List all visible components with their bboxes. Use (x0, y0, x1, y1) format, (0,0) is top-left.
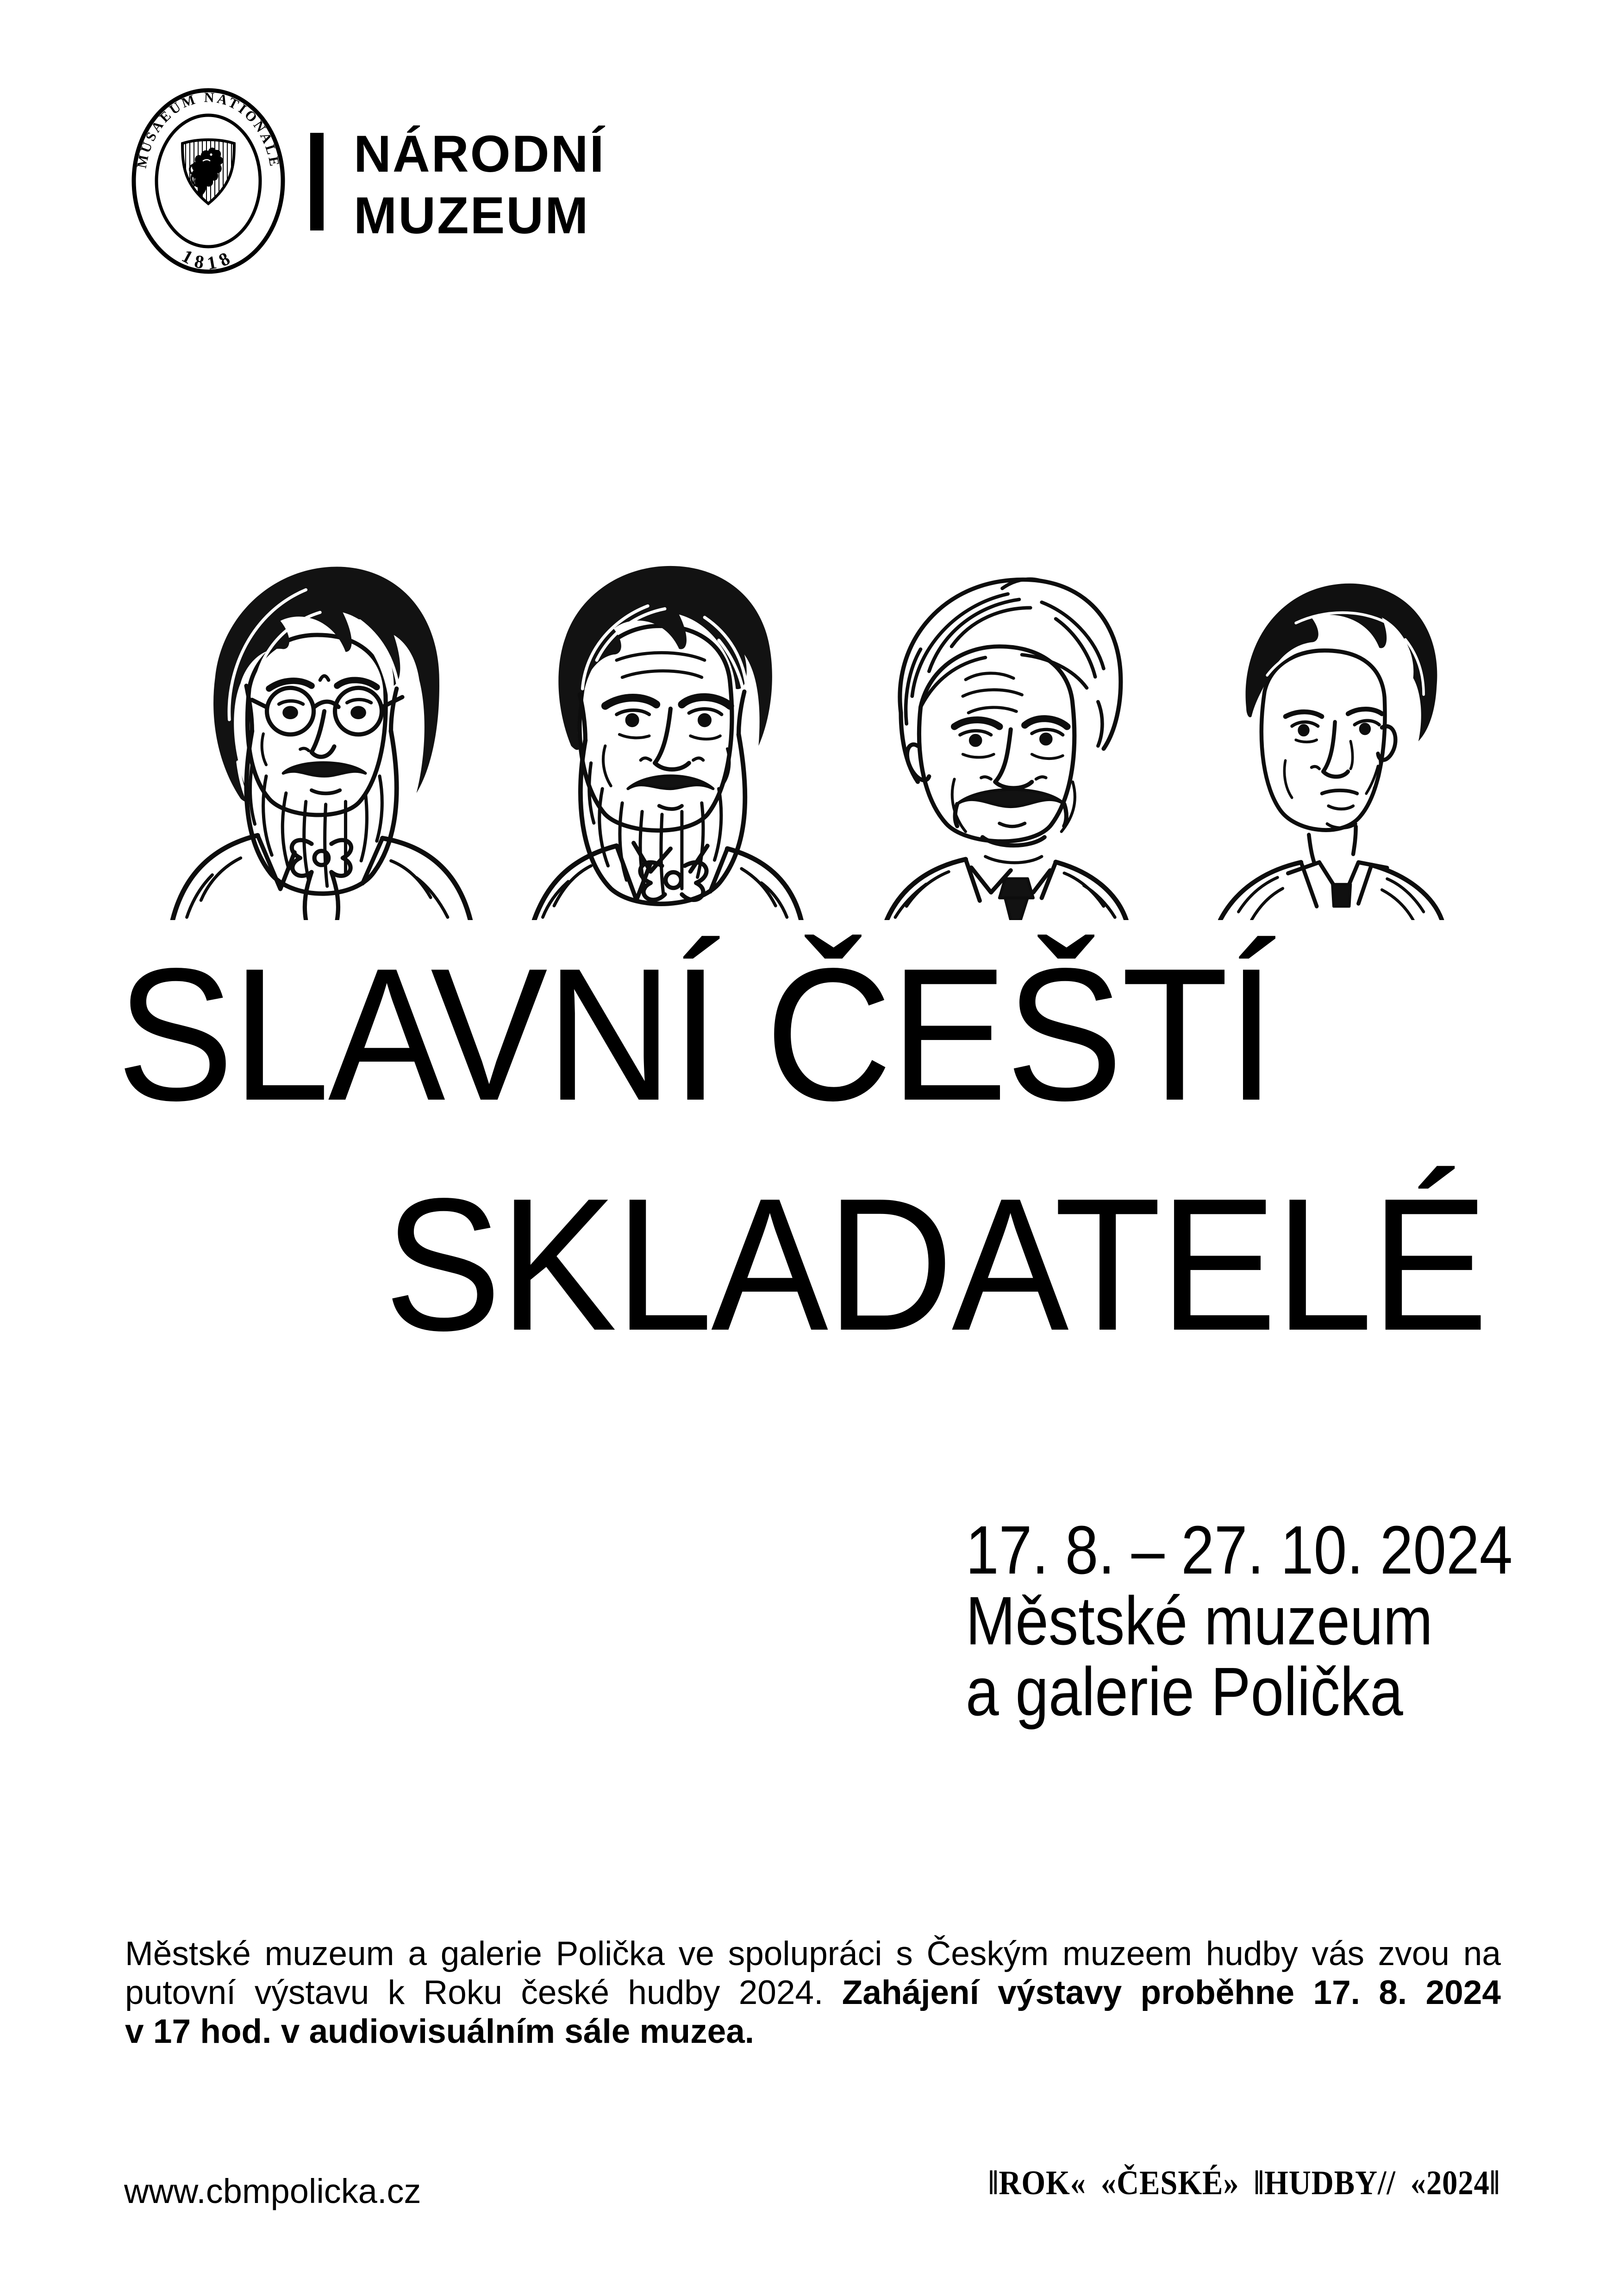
event-venue-line1: Městské muzeum (966, 1583, 1433, 1659)
event-info (966, 1512, 1513, 1730)
portrait-dvorak (492, 517, 832, 920)
poster-title-line1: SLAVNÍ ČEŠTÍ (117, 929, 1274, 1140)
logo-divider-bar (310, 133, 324, 230)
museum-wordmark-line2: MUZEUM (354, 187, 590, 244)
website-url: www.cbmpolicka.cz (124, 2172, 421, 2210)
event-venue-line2: a galerie Polička (966, 1654, 1403, 1730)
portrait-janacek (833, 530, 1171, 920)
description-line3: v 17 hod. v audiovisuálním sále muzea. (125, 2013, 755, 2050)
portrait-smetana (153, 522, 493, 920)
museum-wordmark-line1: NÁRODNÍ (354, 125, 606, 183)
portrait-martinu (1176, 532, 1489, 920)
description-paragraph (125, 1935, 1501, 2051)
description-line1: Městské muzeum a galerie Polička ve spolupráci s Českým muzeem hudby vás zvou na (125, 1935, 1501, 1972)
national-museum-seal-icon (130, 87, 287, 275)
description-line2: putovní výstavu k Roku české hudby 2024. Zahájení výstavy proběhne 17. 8. 2024 (125, 1974, 1501, 2011)
seal-year: 1818 (178, 245, 238, 274)
event-dates: 17. 8. – 27. 10. 2024 (966, 1512, 1513, 1588)
seal-circular-text: MUSAEUM NATIONALE (134, 90, 283, 170)
rok-ceske-hudby-2024-logo: ‖ROK« «ČESKÉ» ‖HUDBY// «2024‖ (988, 2164, 1500, 2202)
museum-wordmark (354, 123, 606, 246)
poster-title-line2: SKLADATELÉ (384, 1159, 1487, 1370)
